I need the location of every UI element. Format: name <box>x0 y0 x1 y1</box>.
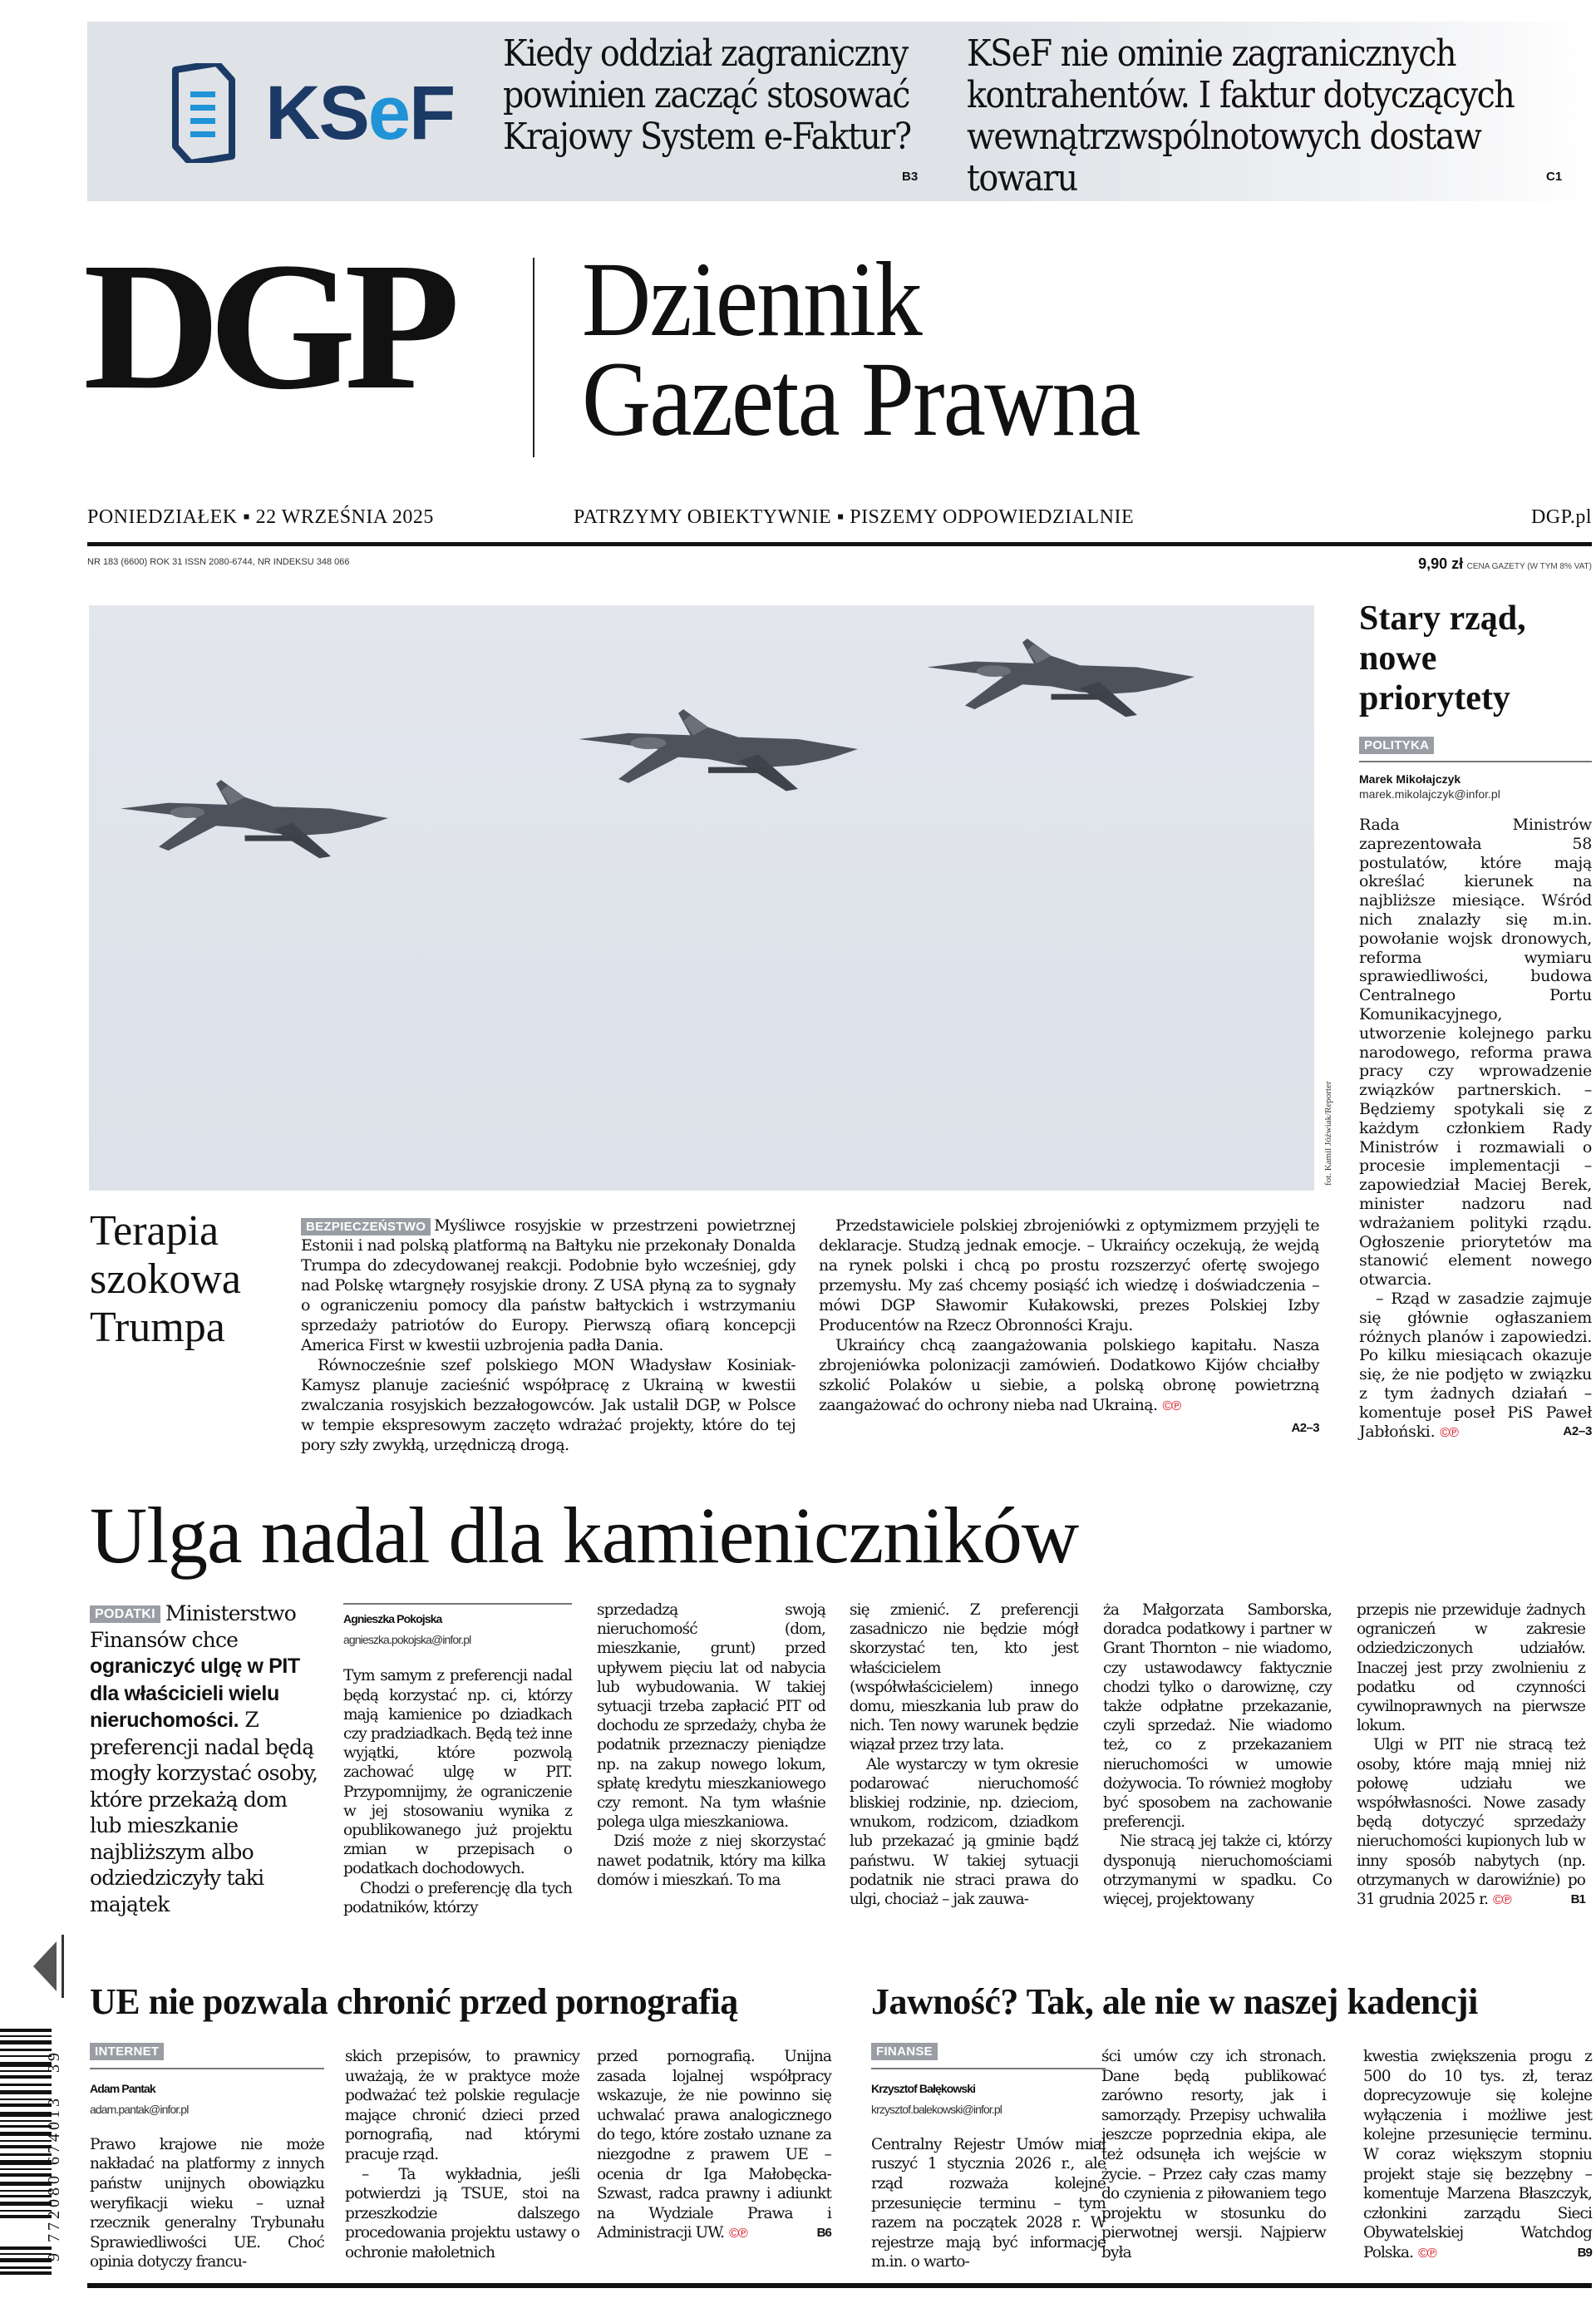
author-name: Krzysztof Bałękowski <box>871 2081 976 2095</box>
pit-story-headline[interactable]: Ulga nadal dla kamieniczników <box>90 1491 1079 1580</box>
author-email[interactable]: adam.pantak@infor.pl <box>90 2103 189 2117</box>
paragraph: Dziś może z niej skorzystać nawet podatnik, który ma kilka domów i mieszkań. To ma <box>597 1832 825 1889</box>
paragraph: Centralny Rejestr Umów miał ruszyć 1 stycznia 2026 r., ale rząd rozważa kolejne przesunięcie terminu – tym razem na początek 2028 r. W rejestrze mają być informacje m.in. o warto- <box>871 2135 1106 2271</box>
newspaper-name-line1: Dziennik <box>582 240 921 358</box>
paragraph: przepis nie przewiduje żadnych ograniczeń w zakresie odziedziczonych udziałów. Inaczej jest przy zwolnieniu z podatku od czynności cywilnoprawnych na pierwsze lokum. <box>1357 1601 1585 1735</box>
author-name: Agnieszka Pokojska <box>343 1612 442 1625</box>
byline-rule <box>1359 761 1592 762</box>
author-email[interactable]: agnieszka.pokojska@infor.pl <box>343 1633 471 1647</box>
paragraph: Nie stracą jej także ci, którzy dysponują nieruchomościami otrzymanymi w spadku. Co więcej, projektowany <box>1103 1832 1332 1909</box>
paragraph: Tym samym z preferencji nadal będą korzystać np. ci, którzy mają kamienice po dziadkach czy pradziadkach. Będą też inne wyjątki, które pozwolą zachować ulgę w PIT. Przypomnijmy, że ograniczenie w jej stosowaniu wynika z opublikowanego już projektu zmian w przepisach o podatkach dochodowych. <box>343 1667 572 1878</box>
promo-page-ref-1: B3 <box>902 170 919 184</box>
paragraph: Ale wystarczy w tym okresie podarować nieruchomość bliskiej rodzinie, np. dzieciom, wnukom, rodzicom, dziadkom lub przekazać ją gminie bądź państwu. W takiej sytuacji podatnik nie straci prawa do ulgi, chociaż – jak zauwa- <box>850 1755 1078 1909</box>
photo-credit: fot. Kamil Jóźwiak/Reporter <box>1323 1081 1333 1186</box>
sidebar-story-body <box>1359 816 1592 1443</box>
pit-story-column <box>597 1600 825 1890</box>
paragraph: – Rząd w zasadzie zajmuje się głównie ogłaszaniem różnych planów i zapowiedzi. Po kilku miesiącach okazuje się, że nie podjęto w związku z tym żadnych działań – komentuje poseł PiS Paweł Jabłoński. ©℗ A2–3 <box>1359 1289 1592 1441</box>
page-ref[interactable]: B9 <box>1577 2245 1592 2260</box>
section-label-internet: INTERNET <box>90 2043 164 2060</box>
section-label-taxes: PODATKI <box>90 1605 160 1623</box>
copyright-icon: ©℗ <box>1418 2246 1436 2261</box>
page-bottom-rule <box>87 2283 1592 2288</box>
copyright-icon: ©℗ <box>1493 1893 1511 1908</box>
pit-story-column <box>1357 1600 1585 1910</box>
section-label-finance: FINANSE <box>871 2043 938 2060</box>
paragraph: Chodzi o preferencję dla tych podatników, którzy <box>343 1879 572 1916</box>
paragraph: Równocześnie szef polskiego MON Władysław Kosiniak-Kamysz planuje zacieśnić współpracę z Ukrainą w kwestii zwalczania rosyjskich bezzałogowców. Jak ustalił DGP, w Polsce w tempie ekspresowym zaczęto wdrażać projekty, które do tej pory szły zwykłą, urzędniczą drogą. <box>301 1356 796 1454</box>
column-text <box>343 1666 572 1917</box>
byline-rule <box>343 1603 572 1605</box>
column-text <box>90 2135 324 2272</box>
paragraph: Przedstawiciele polskiej zbrojeniówki z optymizmem przyjęli te deklaracje. Studzą jednak emocje. – Ukraińcy oczekują, że wejdą na rynek polski i chcą po prostu rozszerzyć ofertę swojego przemysłu. My zaś chcemy posiąść ich wiedzę i doświadczenia – mówi DGP Sławomir Kułakowski, prezes Polskiej Izby Producentów na Rzecz Obronności Kraju. <box>819 1216 1319 1334</box>
eu-story-column <box>597 2047 831 2244</box>
circulation-control-icon <box>25 1925 75 2008</box>
paragraph: Ulgi w PIT nie stracą też osoby, które mają mniej niż połowę udziału we współwłasności. Nowe zasady będą dotyczyć sprzedaży nieruchomości kupionych lub w inny sposób nabytych (np. otrzymanych w darowiźnie) po 31 grudnia 2025 r. ©℗ B1 <box>1357 1736 1585 1909</box>
author-name: Marek Mikołajczyk <box>1359 772 1461 786</box>
page-ref[interactable]: A2–3 <box>1291 1421 1319 1435</box>
site-link[interactable]: DGP.pl <box>1530 506 1592 528</box>
section-label-security: BEZPIECZEŃSTWO <box>301 1218 431 1235</box>
paragraph: Prawo krajowe nie może nakładać na platformy z innych państw unijnych obowiązku weryfikacji wieku – uznał rzecznik generalny Trybunału Sprawiedliwości UE. Choć opinia dotyczy francu- <box>90 2135 324 2271</box>
page-ref[interactable]: B6 <box>816 2226 831 2241</box>
paragraph: sprzedadzą swoją nieruchomość (dom, mieszkanie, grunt) przed upływem pięciu lat od nabycia lub wybudowania. W takiej sytuacji trzeba zapłacić PIT od dochodu ze sprzedaży, chyba że podatnik przeznaczy pieniądze np. na zakup nowego lokum, spłatę kredytu mieszkaniowego czy remont. Na tym właśnie polega ulga mieszkaniowa. <box>597 1601 825 1832</box>
transparency-story-column <box>1101 2047 1326 2263</box>
motto: PATRZYMY OBIEKTYWNIE ▪ PISZEMY ODPOWIEDZIALNIE <box>574 506 1135 528</box>
pit-story-lead: PODATKI Ministerstwo Finansów chce ograniczyć ulgę w PIT dla właścicieli wielu nieruchomości. Z preferencji nadal będą mogły korzystać osoby, które przekażą dom lub mieszkanie najbliższym albo odziedziczyły taki majątek <box>90 1601 318 1916</box>
pit-story-column <box>1103 1600 1332 1909</box>
paragraph: przed pornografią. Unijna zasada lojalnej współpracy wskazuje, że nie powinno się uchwalać prawa analogicznego do tego, które zostało uznane za niezgodne z prawem UE – ocenia dr Iga Małobęcka-Szwast, radca prawny i adiunkt na Wydziale Prawa i Administracji UW. ©℗ B6 <box>597 2048 831 2242</box>
price: 9,90 zł CENA GAZETY (W TYM 8% VAT) <box>1418 555 1592 572</box>
lead-emphasis: ograniczyć ulgę w PIT dla właścicieli wielu nieruchomości. <box>90 1655 300 1732</box>
masthead-rule <box>87 542 1592 546</box>
promo-page-ref-2: C1 <box>1546 170 1563 184</box>
byline-rule <box>90 2068 324 2069</box>
issue-date: PONIEDZIAŁEK ▪ 22 WRZEŚNIA 2025 <box>87 506 434 528</box>
column-text <box>871 2135 1106 2272</box>
ksef-logo <box>107 63 465 163</box>
trump-story-title[interactable]: Terapia szokowa Trumpa <box>90 1207 241 1351</box>
paragraph: – Ta wykładnia, jeśli potwierdzi ją TSUE, stoi na przeszkodzie dalszego procedowania projektu ustawy o ochronie małoletnich <box>345 2165 579 2261</box>
sidebar-story-title[interactable]: Stary rząd, nowe priorytety <box>1359 599 1526 718</box>
author-email[interactable]: krzysztof.balekowski@infor.pl <box>871 2103 1002 2117</box>
issue-info-row <box>87 555 1592 572</box>
ksef-wordmark: KSeF <box>265 71 455 155</box>
barcode-icon <box>0 2029 52 2303</box>
page-ref[interactable]: B1 <box>1570 1892 1585 1907</box>
author-email[interactable]: marek.mikolajczyk@infor.pl <box>1359 787 1500 801</box>
paragraph: się zmienić. Z preferencji zasadniczo nie będzie mógł skorzystać ten, kto jest właścicielem (współwłaścicielem) innego domu, mieszkania lub praw do nich. Ten nowy warunek będzie wiązał przez trzy lata. <box>850 1601 1078 1754</box>
barcode-number: 9 772080 674013 39 <box>45 2049 63 2261</box>
ksef-promo-banner[interactable] <box>87 22 1592 201</box>
transparency-story-headline[interactable]: Jawność? Tak, ale nie w naszej kadencji <box>871 1981 1478 2022</box>
masthead-tagline-row <box>87 506 1592 531</box>
paragraph: kwestia zwiększenia progu z 500 do 10 tys. zł, teraz doprecyzowuje się kolejne wyłączenia i możliwe jest kolejne przesunięcie terminu. W coraz większym stopniu projekt staje się bezzębny – komentuje Marzena Błaszczyk, członkini zarządu Sieci Obywatelskiej Watchdog Polska. ©℗ B9 <box>1363 2048 1592 2261</box>
trump-story-column-1 <box>301 1216 796 1455</box>
column-text <box>1357 1600 1585 1910</box>
byline-rule <box>871 2068 1106 2069</box>
copyright-icon: ©℗ <box>1162 1399 1181 1413</box>
paragraph: ża Małgorzata Samborska, doradca podatkowy i partner w Grant Thornton – nie wiadomo, czy ustawodawcy faktycznie chodzi tylko o darowiznę, czy także odpłatne przekazanie, czyli sprzedaż. Nie wiadomo też, co z przekazaniem nieruchomości w umowie dożywocia. To również mogłoby być sposobem na zachowanie preferencji. <box>1103 1601 1332 1832</box>
eu-story-column <box>90 2041 324 2272</box>
author-name: Adam Pantak <box>90 2081 155 2095</box>
lead-photo-jets[interactable] <box>89 605 1314 1191</box>
eu-story-headline[interactable]: UE nie pozwala chronić przed pornografią <box>90 1981 738 2022</box>
paragraph: Rada Ministrów zaprezentowała 58 postulatów, które mają określać kierunek na najbliższe miesiące. Wśród nich znalazły się m.in. powołanie wojsk dronowych, reforma wymiaru sprawiedliwości, budowa Centralnego Portu Komunikacyjnego, utworzenie kolejnego parku narodowego, reforma prawa pracy czy wprowadzenie związków partnerskich. – Będziemy spotykali się z każdym członkiem Rady Ministrów i rozmawiali o procesie implementacji – zapowiedział Maciej Berek, minister nadzoru nad wdrażaniem polityki rządu. Ogłoszenie priorytetów ma stanowić element nowego otwarcia. <box>1359 816 1592 1290</box>
transparency-story-column <box>1363 2047 1592 2264</box>
page-ref[interactable]: A2–3 <box>1563 1423 1592 1438</box>
promo-teaser-1[interactable]: Kiedy oddział zagraniczny powinien zacząć stosować Krajowy System e-Faktur? <box>503 32 911 158</box>
section-label-politics: POLITYKA <box>1359 737 1434 754</box>
transparency-story-column <box>871 2041 1106 2272</box>
issue-number: NR 183 (6600) ROK 31 ISSN 2080-6744, NR INDEKSU 348 066 <box>87 557 350 567</box>
sidebar-story[interactable] <box>1359 599 1592 1443</box>
paragraph: ści umów czy ich stronach. Dane będą publikować zarówno resorty, jak i samorządy. Przepisy uchwaliła jeszcze poprzednia ekipa, ale też odsunęła ich wejście w życie. – Przez cały czas mamy do czynienia z piłowaniem tego projektu w stosunku do pierwotnej wersji. Najpierw była <box>1101 2048 1326 2261</box>
document-icon <box>157 63 240 163</box>
dgp-logo: DGP <box>83 224 449 427</box>
masthead-divider <box>533 258 534 457</box>
copyright-icon: ©℗ <box>729 2227 747 2242</box>
trump-story-column-2 <box>819 1216 1319 1438</box>
paragraph: BEZPIECZEŃSTWO Myśliwce rosyjskie w przestrzeni powietrznej Estonii i nad polską platformą na Bałtyku nie przekonały Donalda Trumpa do zdecydowanej reakcji. Podobnie było wcześniej, gdy nad Polskę wtargnęły rosyjskie drony. Z USA płyną za to sygnały o ograniczeniu pomocy dla państw bałtyckich i wstrzymaniu sprzedaży patriotów do Europy. Pierwszą ofiarą koncepcji America First w kwestii uzbrojenia padła Dania. <box>301 1216 796 1354</box>
pit-story-column <box>343 1603 572 1917</box>
eu-story-column <box>345 2047 579 2263</box>
pit-story-column <box>850 1600 1078 1909</box>
copyright-icon: ©℗ <box>1440 1425 1458 1440</box>
paragraph: Ukraińcy chcą zaangażowania polskiego kapitału. Nasza zbrojeniówka polonizacji zamówień. Dodatkowo Kijów chciałby szkolić Polaków u siebie, a polską obronę powietrzną zaangażować do ochrony nieba nad Ukrainą. ©℗ <box>819 1336 1319 1414</box>
paragraph: skich przepisów, to prawnicy uważają, że w praktyce może podważać też polskie regulacje mające chronić dzieci przed pornografią, nad którymi pracuje rząd. <box>345 2048 579 2163</box>
newspaper-name-line2: Gazeta Prawna <box>582 340 1140 458</box>
promo-teaser-2[interactable]: KSeF nie ominie zagranicznych kontrahentów. I faktur dotyczących wewnątrzwspólnotowych dostaw towaru <box>967 32 1515 200</box>
fighter-jets-image <box>89 605 1314 1191</box>
newspaper-name <box>582 240 1140 458</box>
